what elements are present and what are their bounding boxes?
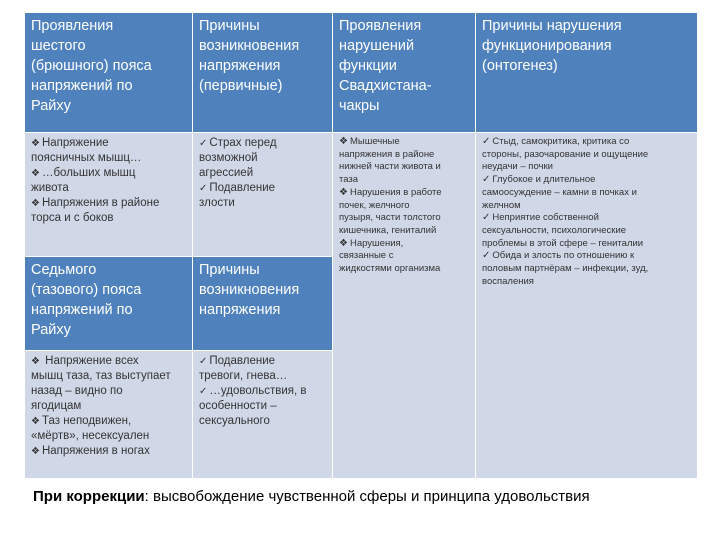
diamond-bullet-icon: ❖ bbox=[31, 446, 40, 457]
list-line-text: Подавление bbox=[209, 355, 276, 367]
list-line-text: Стыд, самокритика, критика со bbox=[492, 136, 630, 147]
list-line-text: стороны, разочарование и ощущение bbox=[482, 148, 649, 160]
header-cell-4 bbox=[476, 13, 698, 133]
list-line bbox=[339, 225, 470, 238]
text-line: напряжения bbox=[199, 302, 281, 318]
list-line bbox=[31, 166, 187, 181]
list-line bbox=[199, 414, 327, 429]
text-line: Причины bbox=[199, 262, 260, 278]
list-line-text: самоосуждение – камни в почках и bbox=[482, 186, 637, 198]
seventh-belt-title-text bbox=[31, 260, 187, 340]
list-line-text: почек, желчного bbox=[339, 199, 410, 211]
diamond-bullet-icon: ❖ bbox=[31, 356, 40, 367]
list-line-text: неудачи – почки bbox=[482, 161, 553, 173]
reich-chakra-table bbox=[24, 12, 698, 479]
list-line bbox=[199, 151, 327, 166]
sixth-belt-manifestations bbox=[25, 133, 193, 257]
seventh-belt-manifestations bbox=[25, 351, 193, 479]
text-line: напряжений по bbox=[31, 78, 133, 94]
list-line-text: пузыря, части толстого bbox=[339, 212, 441, 224]
list-line bbox=[31, 211, 187, 226]
list-line-text: нижней части живота и bbox=[339, 161, 441, 173]
seventh-belt-list bbox=[31, 354, 187, 459]
list-line bbox=[482, 161, 692, 174]
text-line: (брюшного) пояса bbox=[31, 58, 152, 74]
list-line-text: Таз неподвижен, bbox=[41, 415, 132, 427]
checkmark-icon: ✓ bbox=[199, 356, 208, 367]
list-line-text: возможной bbox=[199, 152, 258, 164]
list-line bbox=[339, 250, 470, 263]
text-line: напряжений по bbox=[31, 302, 133, 318]
text-line: Проявления bbox=[339, 18, 422, 34]
list-line bbox=[482, 276, 692, 289]
list-line-text: …больших мышц bbox=[41, 167, 136, 179]
list-line-text: Неприятие собственной bbox=[492, 212, 599, 224]
seventh-belt-causes-title bbox=[193, 257, 333, 351]
list-line bbox=[199, 384, 327, 399]
list-line bbox=[482, 200, 692, 213]
text-line: Причины bbox=[199, 18, 260, 34]
header-col3 bbox=[339, 16, 470, 116]
list-line bbox=[482, 263, 692, 276]
svadhisthana-list bbox=[339, 136, 470, 276]
list-line-text: живота bbox=[31, 182, 69, 194]
text-line: возникновения bbox=[199, 282, 300, 298]
diamond-bullet-icon: ❖ bbox=[31, 138, 40, 149]
checkmark-icon: ✓ bbox=[199, 386, 208, 397]
checkmark-icon: ✓ bbox=[482, 212, 491, 224]
correction-label: При коррекции bbox=[33, 488, 145, 505]
list-line-text: сексуальности, психологические bbox=[482, 224, 627, 236]
list-line-text: агрессией bbox=[199, 167, 254, 179]
list-line bbox=[31, 444, 187, 459]
list-line bbox=[31, 196, 187, 211]
list-line bbox=[482, 136, 692, 149]
diamond-bullet-icon: ❖ bbox=[339, 186, 348, 198]
list-line-text: половым партнёрам – инфекции, зуд, bbox=[482, 263, 649, 275]
list-line-text: напряжения в районе bbox=[339, 148, 435, 160]
seventh-belt-causes-list bbox=[199, 354, 327, 429]
list-line bbox=[199, 196, 327, 211]
list-line bbox=[199, 181, 327, 196]
list-line-text: Напряжения в районе bbox=[41, 197, 160, 209]
list-line bbox=[31, 414, 187, 429]
list-line-text: Подавление bbox=[209, 182, 276, 194]
diamond-bullet-icon: ❖ bbox=[339, 237, 348, 249]
list-line bbox=[339, 200, 470, 213]
list-line-text: мышц таза, таз выступает bbox=[31, 370, 171, 382]
diamond-bullet-icon: ❖ bbox=[339, 136, 348, 147]
text-line: (тазового) пояса bbox=[31, 282, 142, 298]
text-line: возникновения bbox=[199, 38, 300, 54]
header-col1 bbox=[31, 16, 187, 116]
list-line-text: сексуального bbox=[199, 415, 270, 427]
list-line bbox=[31, 399, 187, 414]
list-line bbox=[482, 238, 692, 251]
header-col4 bbox=[482, 16, 692, 76]
text-line: (онтогенез) bbox=[482, 58, 558, 74]
svadhisthana-manifestations bbox=[333, 133, 476, 479]
list-line bbox=[339, 238, 470, 251]
list-line-text: поясничных мышц… bbox=[31, 152, 142, 164]
list-line-text: воспаления bbox=[482, 275, 534, 287]
text-line: шестого bbox=[31, 38, 86, 54]
list-line-text: назад – видно по bbox=[31, 385, 123, 397]
sixth-belt-row bbox=[25, 133, 698, 257]
list-line bbox=[339, 161, 470, 174]
list-line-text: особенности – bbox=[199, 400, 277, 412]
text-line: напряжения bbox=[199, 58, 281, 74]
text-line: (первичные) bbox=[199, 78, 283, 94]
text-line: функции bbox=[339, 58, 397, 74]
correction-text: : высвобождение чувственной сферы и принципа удовольствия bbox=[144, 488, 590, 505]
correction-note bbox=[33, 488, 713, 505]
list-line-text: связанные с bbox=[339, 250, 394, 262]
list-line-text: Обида и злость по отношению к bbox=[492, 250, 635, 262]
list-line-text: тревоги, гнева… bbox=[199, 370, 288, 382]
list-line bbox=[482, 225, 692, 238]
text-line: Причины нарушения bbox=[482, 18, 622, 34]
list-line-text: Напряжение bbox=[41, 137, 109, 149]
list-line-text: ягодицам bbox=[31, 400, 82, 412]
text-line: функционирования bbox=[482, 38, 612, 54]
list-line-text: Напряжения в ногах bbox=[41, 445, 150, 457]
text-line: чакры bbox=[339, 98, 380, 114]
list-line bbox=[31, 136, 187, 151]
diamond-bullet-icon: ❖ bbox=[31, 416, 40, 427]
text-line: нарушений bbox=[339, 38, 415, 54]
list-line-text: …удовольствия, в bbox=[209, 385, 307, 397]
list-line-text: Нарушения, bbox=[349, 237, 404, 249]
list-line bbox=[339, 263, 470, 276]
list-line-text: Напряжение всех bbox=[41, 355, 139, 367]
list-line bbox=[31, 354, 187, 369]
ontogenesis-list bbox=[482, 136, 692, 288]
list-line bbox=[31, 181, 187, 196]
list-line bbox=[31, 429, 187, 444]
list-line-text: Глубокое и длительное bbox=[492, 174, 596, 186]
list-line bbox=[339, 149, 470, 162]
seventh-belt-causes bbox=[193, 351, 333, 479]
checkmark-icon: ✓ bbox=[199, 183, 208, 194]
list-line bbox=[199, 354, 327, 369]
list-line-text: кишечника, гениталий bbox=[339, 224, 437, 236]
ontogenesis-causes bbox=[476, 133, 698, 479]
checkmark-icon: ✓ bbox=[199, 138, 208, 149]
header-cell-2 bbox=[193, 13, 333, 133]
checkmark-icon: ✓ bbox=[482, 136, 491, 147]
list-line-text: Страх перед bbox=[209, 137, 277, 149]
list-line bbox=[482, 212, 692, 225]
list-line bbox=[339, 136, 470, 149]
list-line bbox=[482, 174, 692, 187]
diamond-bullet-icon: ❖ bbox=[31, 198, 40, 209]
seventh-belt-causes-title-text bbox=[199, 260, 327, 320]
sixth-belt-causes-list bbox=[199, 136, 327, 211]
header-row bbox=[25, 13, 698, 133]
header-col2 bbox=[199, 16, 327, 96]
list-line-text: проблемы в этой сфере – гениталии bbox=[482, 237, 644, 249]
sixth-belt-list bbox=[31, 136, 187, 226]
checkmark-icon: ✓ bbox=[482, 250, 491, 262]
list-line bbox=[31, 384, 187, 399]
text-line: Райху bbox=[31, 98, 71, 114]
text-line: Седьмого bbox=[31, 262, 97, 278]
list-line-text: Мышечные bbox=[349, 136, 400, 147]
list-line bbox=[339, 187, 470, 200]
list-line-text: злости bbox=[199, 197, 235, 209]
list-line bbox=[199, 166, 327, 181]
list-line bbox=[482, 187, 692, 200]
header-cell-1 bbox=[25, 13, 193, 133]
diamond-bullet-icon: ❖ bbox=[31, 168, 40, 179]
list-line bbox=[31, 151, 187, 166]
checkmark-icon: ✓ bbox=[482, 174, 491, 186]
list-line-text: жидкостями организма bbox=[339, 263, 441, 275]
list-line-text: Нарушения в работе bbox=[349, 186, 442, 198]
text-line: Проявления bbox=[31, 18, 114, 34]
list-line-text: желчном bbox=[482, 199, 521, 211]
list-line bbox=[339, 212, 470, 225]
list-line bbox=[339, 174, 470, 187]
seventh-belt-title bbox=[25, 257, 193, 351]
text-line: Райху bbox=[31, 322, 71, 338]
list-line bbox=[482, 149, 692, 162]
list-line-text: «мёртв», несексуален bbox=[31, 430, 150, 442]
list-line bbox=[199, 369, 327, 384]
list-line-text: таза bbox=[339, 174, 359, 186]
header-cell-3 bbox=[333, 13, 476, 133]
list-line bbox=[31, 369, 187, 384]
list-line bbox=[199, 399, 327, 414]
list-line bbox=[482, 250, 692, 263]
sixth-belt-causes bbox=[193, 133, 333, 257]
list-line bbox=[199, 136, 327, 151]
text-line: Свадхистана- bbox=[339, 78, 432, 94]
list-line-text: торса и с боков bbox=[31, 212, 114, 224]
